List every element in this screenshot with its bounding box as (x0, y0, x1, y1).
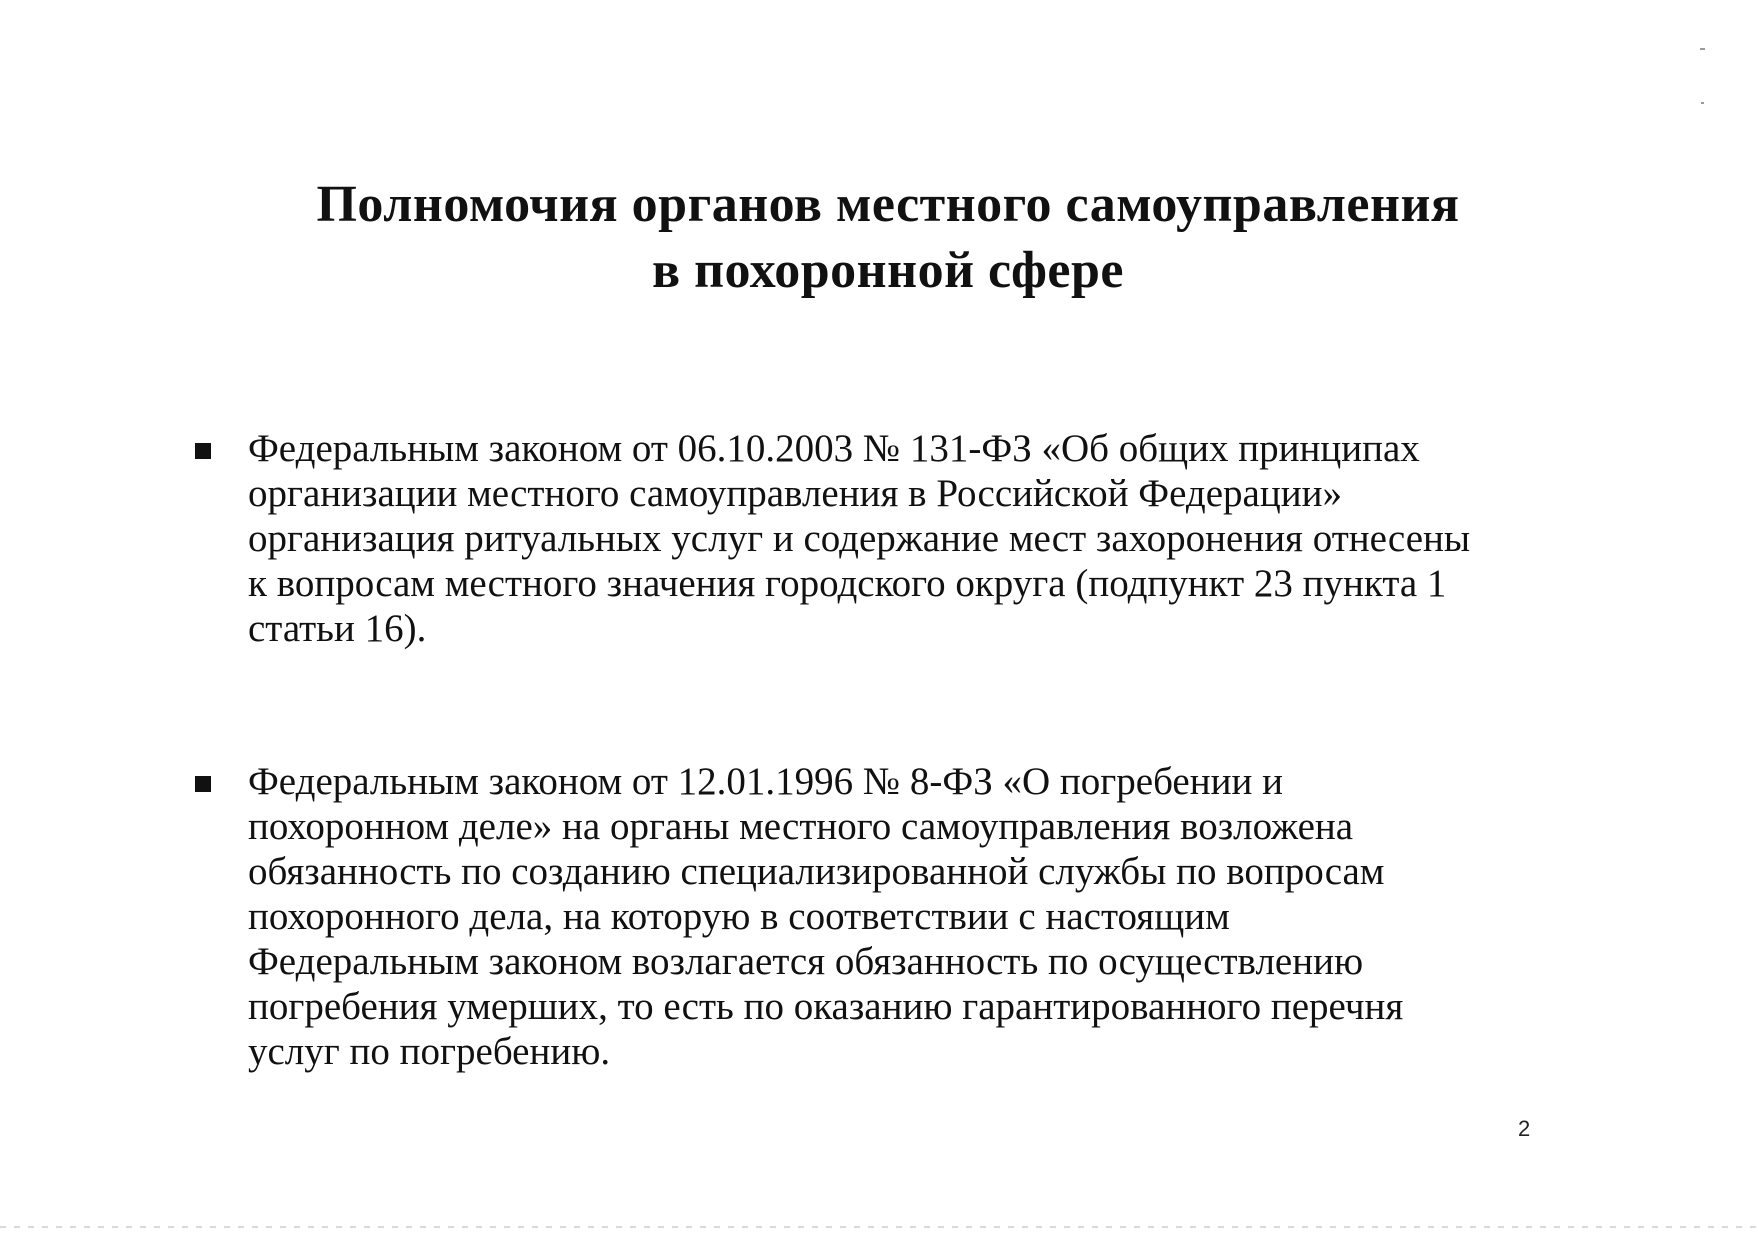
bullet-line: Федеральным законом от 06.10.2003 № 131-ФЗ «Об общих принципах (248, 427, 1420, 470)
bullet-line: похоронного дела, на которую в соответствии с настоящим (248, 895, 1230, 938)
bullet-line: статьи 16). (248, 607, 427, 650)
bullet-item-law-8 (192, 759, 1592, 1074)
title-line-1: Полномочия органов местного самоуправления (316, 176, 1460, 233)
square-bullet-icon (195, 443, 211, 459)
scan-bottom-edge (0, 1226, 1758, 1228)
bullet-line: похоронном деле» на органы местного самоуправления возложена (248, 805, 1354, 848)
bullet-line: услуг по погребению. (248, 1030, 611, 1073)
bullet-line: погребения умерших, то есть по оказанию гарантированного перечня (248, 985, 1404, 1028)
page-number: 2 (1518, 1116, 1531, 1141)
bullet-line: к вопросам местного значения городского округа (подпункт 23 пункта 1 (248, 562, 1447, 605)
bullet-line: организации местного самоуправления в Российской Федерации» (248, 472, 1342, 515)
bullet-line: обязанность по созданию специализированной службы по вопросам (248, 850, 1385, 893)
title-line-2: в похоронной сфере (651, 242, 1125, 299)
bullet-item-law-131 (192, 426, 1592, 651)
bullet-line: Федеральным законом от 12.01.1996 № 8-ФЗ «О погребении и (248, 760, 1283, 803)
scan-speck (1700, 48, 1705, 50)
bullet-list (192, 426, 1592, 1182)
bullet-line: организация ритуальных услуг и содержание мест захоронения отнесены (248, 517, 1471, 560)
scan-speck (1701, 102, 1704, 104)
slide-title (0, 172, 1758, 304)
square-bullet-icon (195, 776, 211, 792)
bullet-line: Федеральным законом возлагается обязанность по осуществлению (248, 940, 1364, 983)
